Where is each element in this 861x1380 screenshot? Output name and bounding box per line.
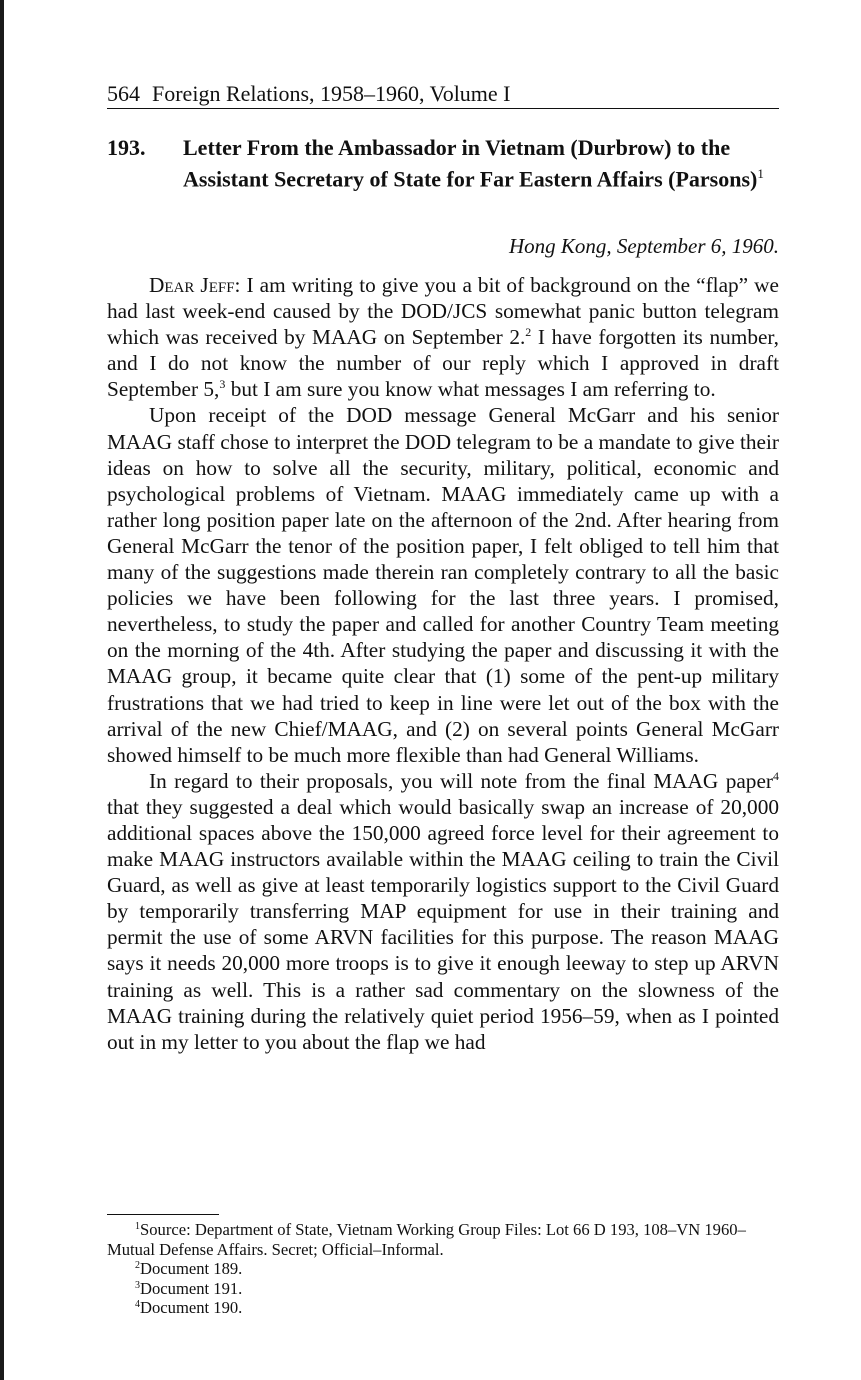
footnote-marker: 4	[135, 1299, 140, 1310]
footnote-2	[107, 1259, 779, 1279]
footnote-text: Document 189.	[140, 1259, 243, 1278]
footnotes	[107, 1220, 779, 1318]
footnote-4	[107, 1298, 779, 1318]
paragraph-3-part-b: that they suggested a deal which would basically swap an increase of 20,000 additional spaces above the 150,000 agreed force level for their agreement to make MAAG instructors available within the MAAG ceiling to train the Civil Guard, as well as give at least temporarily logistics support to the Civil Guard by temporarily transferring MAP equipment for use in their training and permit the use of some ARVN facilities for this purpose. The reason MAAG says it needs 20,000 more troops is to give it enough leeway to step up ARVN training as well. This is a rather sad commentary on the slowness of the MAAG training during the relatively quiet period 1956–59, when as I pointed out in my letter to you about the flap we had	[107, 794, 779, 1054]
dateline: Hong Kong, September 6, 1960.	[508, 234, 779, 258]
paragraph-1	[107, 272, 779, 402]
footnote-marker: 1	[135, 1221, 140, 1232]
paragraph-2: Upon receipt of the DOD message General McGarr and his senior MAAG staff chose to interpret the DOD telegram to be a mandate to give their ideas on how to solve all the security, military, political, economic and psychological problems of Vietnam. MAAG immediately came up with a rather long position paper late on the afternoon of the 2nd. After hearing from General McGarr the tenor of the position paper, I felt obliged to tell him that many of the suggestions made therein ran completely contrary to all the basic policies we have been following for the last three years. I promised, nevertheless, to study the paper and called for another Country Team meeting on the morning of the 4th. After studying the paper and discussing it with the MAAG group, it became quite clear that (1) some of the pent-up military frustrations that we had tried to keep in line were let out of the box with the arrival of the new Chief/MAAG, and (2) on several points General McGarr showed himself to be much more flexible than had General Williams.	[107, 403, 779, 767]
footnote-divider	[107, 1214, 219, 1215]
document-title-text: Letter From the Ambassador in Vietnam (Durbrow) to the Assistant Secretary of State for Far Eastern Affairs (Parsons)	[183, 135, 758, 192]
letter-body	[107, 272, 779, 1055]
footnote-text: Document 190.	[140, 1298, 243, 1317]
paragraph-3-part-a: In regard to their proposals, you will note from the final MAAG paper	[149, 768, 773, 793]
salutation: Dear Jeff:	[149, 273, 241, 297]
footnote-text: Document 191.	[140, 1278, 243, 1298]
running-header	[107, 80, 779, 109]
running-title: Foreign Relations, 1958–1960, Volume I	[152, 81, 511, 106]
title-footnote-marker: 1	[757, 166, 764, 181]
page-number: 564	[107, 81, 140, 106]
paragraph-1-part-c: but I am sure you know what messages I am referring to.	[225, 377, 716, 402]
paragraph-1-part-b: I have forgotten its number, and I do not know the number of our reply which I approved in draft September 5,	[107, 325, 779, 402]
footnote-ref-2: 2	[525, 325, 532, 340]
footnote-ref-4: 4	[773, 768, 779, 783]
paragraph-1-part-a: I am writing to give you a bit of background on the “flap” we had last week-end caused by the DOD/JCS somewhat panic button telegram which was received by MAAG on September 2.	[107, 273, 779, 350]
footnote-1	[107, 1220, 779, 1259]
paragraph-3	[107, 768, 779, 1055]
footnote-ref-3: 3	[219, 377, 226, 392]
footnote-marker: 3	[135, 1279, 140, 1291]
footnote-text: Source: Department of State, Vietnam Working Group Files: Lot 66 D 193, 108–VN 1960–Mutual Defense Affairs. Secret; Official–Informal.	[107, 1220, 746, 1259]
document-title	[183, 135, 779, 192]
footnote-3	[107, 1279, 779, 1299]
footnote-marker: 2	[135, 1260, 140, 1271]
document-number: 193.	[107, 135, 146, 160]
scan-edge	[0, 0, 4, 1380]
